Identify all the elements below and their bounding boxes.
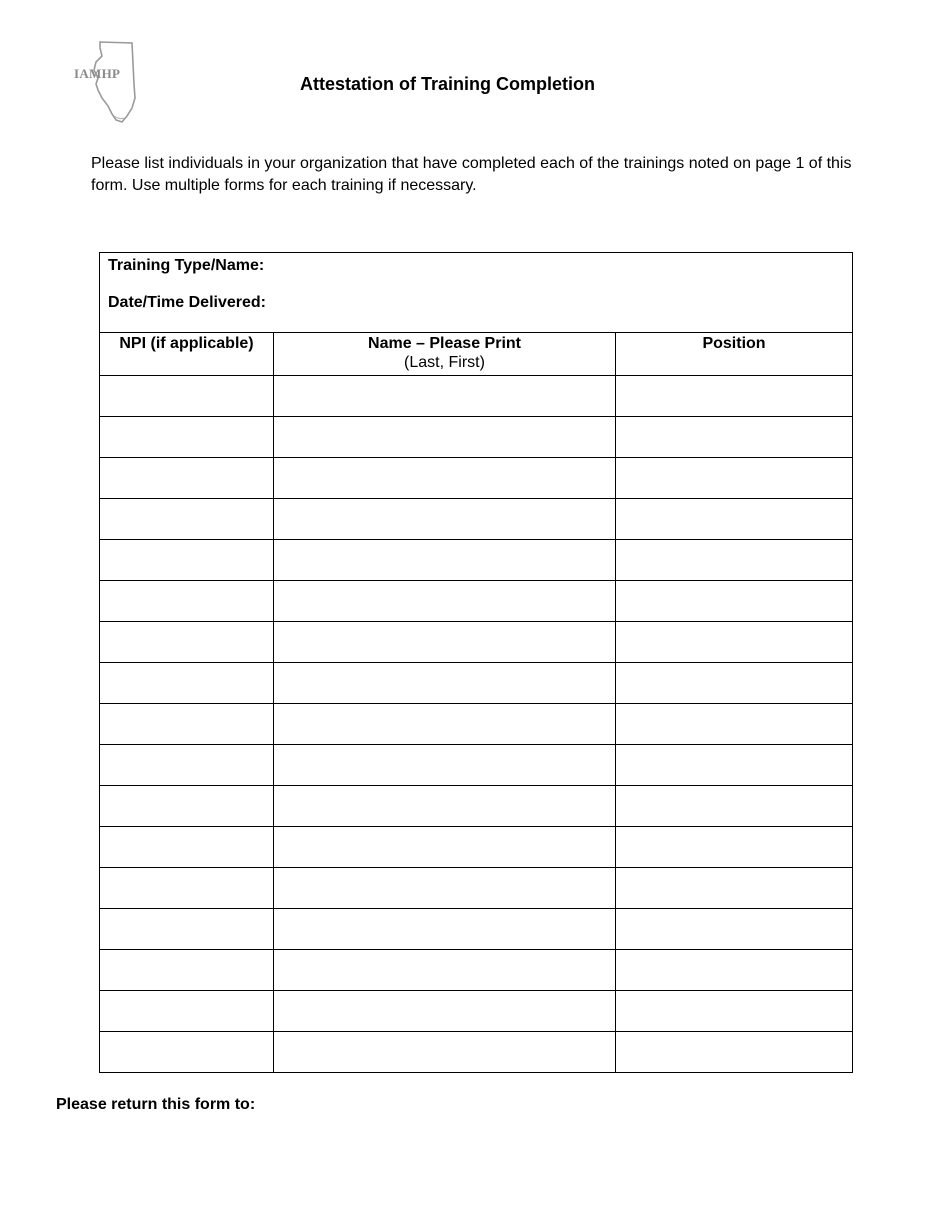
table-row <box>100 950 853 991</box>
npi-cell[interactable] <box>100 376 274 417</box>
name-cell[interactable] <box>274 499 616 540</box>
table-row <box>100 540 853 581</box>
position-cell[interactable] <box>616 704 853 745</box>
position-cell[interactable] <box>616 499 853 540</box>
return-form-label: Please return this form to: <box>56 1096 256 1113</box>
column-header-position <box>616 333 853 376</box>
training-type-label: Training Type/Name: <box>108 257 265 274</box>
position-cell[interactable] <box>616 376 853 417</box>
position-cell[interactable] <box>616 581 853 622</box>
name-cell[interactable] <box>274 540 616 581</box>
table-row <box>100 909 853 950</box>
npi-cell[interactable] <box>100 417 274 458</box>
position-cell[interactable] <box>616 827 853 868</box>
name-cell[interactable] <box>274 622 616 663</box>
position-cell[interactable] <box>616 417 853 458</box>
table-row <box>100 417 853 458</box>
column-header-npi <box>100 333 274 376</box>
table-row <box>100 827 853 868</box>
name-cell[interactable] <box>274 704 616 745</box>
table-row <box>100 499 853 540</box>
training-table <box>99 252 853 1073</box>
npi-cell[interactable] <box>100 499 274 540</box>
table-row <box>100 458 853 499</box>
page-title: Attestation of Training Completion <box>300 74 595 94</box>
column-header-sublabel: (Last, First) <box>404 354 485 371</box>
table-row <box>100 622 853 663</box>
illinois-outline-icon <box>72 40 138 124</box>
npi-cell[interactable] <box>100 581 274 622</box>
name-cell[interactable] <box>274 663 616 704</box>
position-cell[interactable] <box>616 663 853 704</box>
npi-cell[interactable] <box>100 827 274 868</box>
npi-cell[interactable] <box>100 663 274 704</box>
table-row <box>100 1032 853 1073</box>
iamhp-logo <box>72 40 138 124</box>
table-row <box>100 745 853 786</box>
name-cell[interactable] <box>274 950 616 991</box>
table-row <box>100 704 853 745</box>
position-cell[interactable] <box>616 950 853 991</box>
column-header-row <box>100 333 853 376</box>
name-cell[interactable] <box>274 991 616 1032</box>
npi-cell[interactable] <box>100 540 274 581</box>
column-header-name <box>274 333 616 376</box>
position-cell[interactable] <box>616 991 853 1032</box>
logo-text: IAMHP <box>74 66 121 81</box>
column-header-label: Name – Please Print <box>368 335 521 352</box>
intro-text: Please list individuals in your organization that have completed each of the trainings noted on page 1 of this form. Use multiple forms for each training if necessary. <box>91 155 852 194</box>
position-cell[interactable] <box>616 622 853 663</box>
npi-cell[interactable] <box>100 704 274 745</box>
name-cell[interactable] <box>274 458 616 499</box>
npi-cell[interactable] <box>100 786 274 827</box>
position-cell[interactable] <box>616 745 853 786</box>
name-cell[interactable] <box>274 376 616 417</box>
position-cell[interactable] <box>616 909 853 950</box>
column-header-label: NPI (if applicable) <box>119 335 254 352</box>
table-row <box>100 376 853 417</box>
npi-cell[interactable] <box>100 458 274 499</box>
npi-cell[interactable] <box>100 868 274 909</box>
name-cell[interactable] <box>274 417 616 458</box>
name-cell[interactable] <box>274 745 616 786</box>
table-row <box>100 663 853 704</box>
position-cell[interactable] <box>616 868 853 909</box>
training-info-cell[interactable] <box>100 253 853 333</box>
position-cell[interactable] <box>616 1032 853 1073</box>
position-cell[interactable] <box>616 786 853 827</box>
npi-cell[interactable] <box>100 909 274 950</box>
name-cell[interactable] <box>274 786 616 827</box>
column-header-label: Position <box>702 335 766 352</box>
position-cell[interactable] <box>616 540 853 581</box>
name-cell[interactable] <box>274 581 616 622</box>
name-cell[interactable] <box>274 868 616 909</box>
date-time-label: Date/Time Delivered: <box>108 294 266 311</box>
npi-cell[interactable] <box>100 1032 274 1073</box>
table-row <box>100 991 853 1032</box>
npi-cell[interactable] <box>100 745 274 786</box>
table-row <box>100 786 853 827</box>
name-cell[interactable] <box>274 909 616 950</box>
npi-cell[interactable] <box>100 991 274 1032</box>
position-cell[interactable] <box>616 458 853 499</box>
table-row <box>100 581 853 622</box>
table-row <box>100 868 853 909</box>
name-cell[interactable] <box>274 827 616 868</box>
name-cell[interactable] <box>274 1032 616 1073</box>
npi-cell[interactable] <box>100 622 274 663</box>
npi-cell[interactable] <box>100 950 274 991</box>
training-info-row <box>100 253 853 333</box>
